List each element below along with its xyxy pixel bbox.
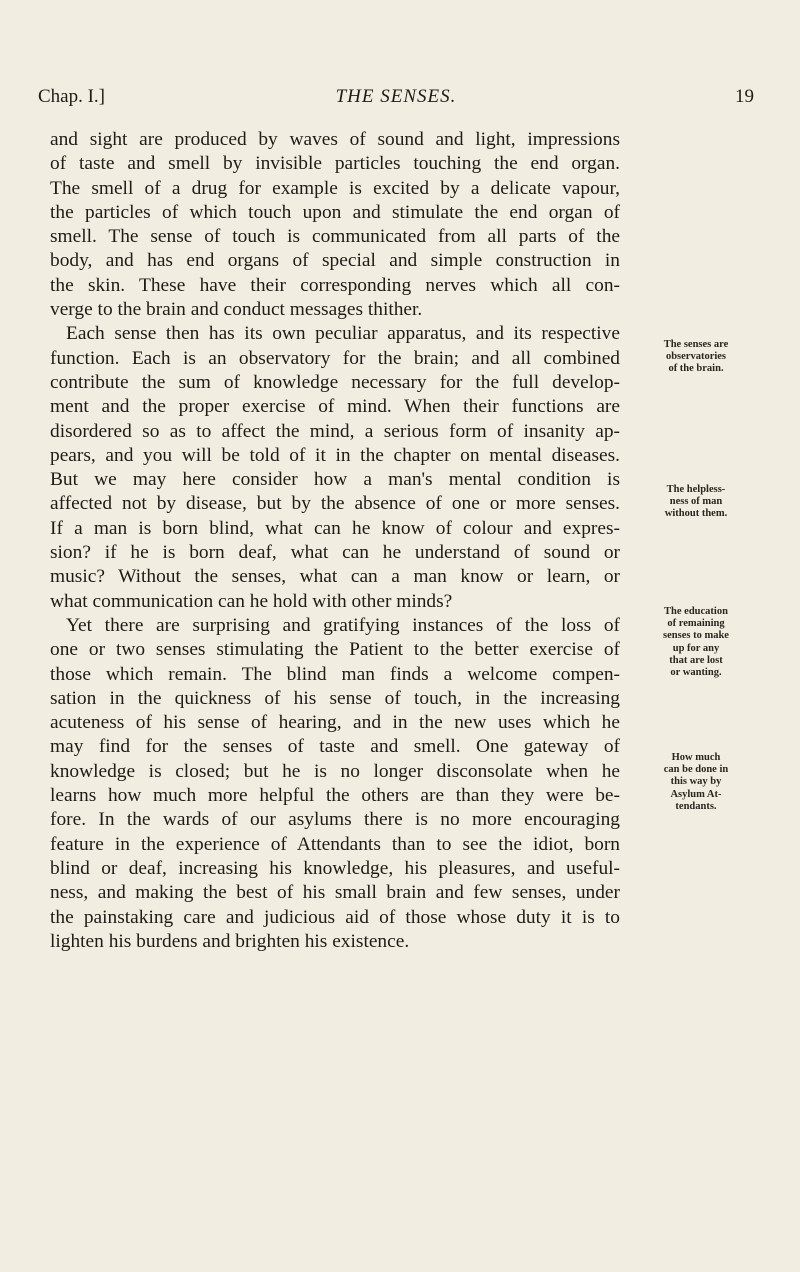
margin-note-line: of remaining: [667, 618, 725, 630]
text-line: what communication can he hold with other minds?: [50, 590, 453, 612]
text-line: contribute the sum of knowledge necessary for the full develop-: [50, 371, 620, 393]
text-line: blind or deaf, increasing his knowledge, his pleasures, and useful-: [50, 857, 620, 879]
text-line: disordered so as to affect the mind, a serious form of insanity ap-: [50, 420, 620, 442]
margin-note-education-of-senses: [626, 606, 766, 679]
page-number: 19: [735, 86, 754, 107]
text-line: function. Each is an observatory for the brain; and all combined: [50, 347, 620, 369]
text-line: Yet there are surprising and gratifying instances of the loss of: [66, 614, 620, 636]
margin-note-line: The senses are: [663, 339, 729, 350]
margin-note-line: observatories: [665, 351, 727, 363]
margin-note-line: or wanting.: [670, 667, 722, 679]
text-line: the painstaking care and judicious aid of those whose duty it is to: [50, 906, 620, 928]
margin-note-line: Asylum At-: [670, 788, 722, 800]
text-line: those which remain. The blind man finds a welcome compen-: [50, 663, 620, 685]
margin-note-attendants: [626, 752, 766, 813]
text-line: ness, and making the best of his small brain and few senses, under: [50, 882, 620, 904]
text-line: the skin. These have their corresponding nerves which all con-: [50, 274, 620, 296]
margin-note-line: up for any: [672, 642, 720, 654]
text-line: acuteness of his sense of hearing, and in the new uses which he: [50, 712, 620, 734]
margin-note-line: can be done in: [663, 764, 729, 776]
text-line: sation in the quickness of his sense of touch, in the increasing: [50, 687, 620, 709]
text-line: pears, and you will be told of it in the chapter on mental diseases.: [50, 444, 620, 466]
text-line: affected not by disease, but by the absence of one or more senses.: [50, 493, 620, 515]
text-line: fore. In the wards of our asylums there is no more encouraging: [50, 809, 620, 831]
text-line: The smell of a drug for example is excited by a delicate vapour,: [50, 177, 620, 199]
margin-note-line: of the brain.: [668, 363, 724, 375]
text-line: body, and has end organs of special and simple construction in: [50, 250, 620, 272]
text-line: learns how much more helpful the others are than they were be-: [50, 785, 620, 807]
text-line: feature in the experience of Attendants than to see the idiot, born: [50, 833, 620, 855]
text-line: and sight are produced by waves of sound and light, impressions: [50, 129, 620, 150]
text-line: sion? if he is born deaf, what can he understand of sound or: [50, 542, 620, 564]
margin-note-line: this way by: [670, 776, 722, 788]
text-line: lighten his burdens and brighten his existence.: [50, 930, 410, 952]
text-line: If a man is born blind, what can he know of colour and expres-: [50, 517, 620, 539]
text-line: knowledge is closed; but he is no longer disconsolate when he: [50, 760, 620, 782]
margin-note-line: tendants.: [675, 800, 717, 812]
margin-note-line: without them.: [664, 508, 728, 520]
running-header: [38, 86, 754, 116]
text-line: one or two senses stimulating the Patient to the better exercise of: [50, 639, 620, 661]
margin-note-line: that are lost: [669, 654, 723, 666]
text-line: of taste and smell by invisible particles touching the end organ.: [50, 153, 620, 175]
text-line: verge to the brain and conduct messages thither.: [50, 299, 423, 321]
text-line: may find for the senses of taste and smell. One gateway of: [50, 736, 620, 758]
margin-note-line: The helpless-: [666, 484, 726, 495]
margin-note-line: The education: [664, 606, 728, 617]
text-line: smell. The sense of touch is communicated from all parts of the: [50, 226, 620, 248]
margin-note-line: senses to make: [663, 630, 729, 642]
text-line: music? Without the senses, what can a man know or learn, or: [50, 566, 620, 588]
text-line: the particles of which touch upon and stimulate the end organ of: [50, 201, 620, 223]
body-text: [50, 128, 620, 954]
margin-note-line: ness of man: [669, 496, 723, 508]
margin-note-senses-observatories: [626, 339, 766, 376]
text-line: Each sense then has its own peculiar apparatus, and its respective: [66, 323, 620, 345]
margin-note-helplessness: [626, 484, 766, 521]
running-title: THE SENSES.: [335, 86, 457, 107]
text-line: But we may here consider how a man's mental condition is: [50, 469, 620, 491]
chapter-label: Chap. I.]: [38, 86, 106, 107]
text-line: ment and the proper exercise of mind. When their functions are: [50, 396, 620, 418]
margin-note-line: How much: [671, 752, 721, 763]
